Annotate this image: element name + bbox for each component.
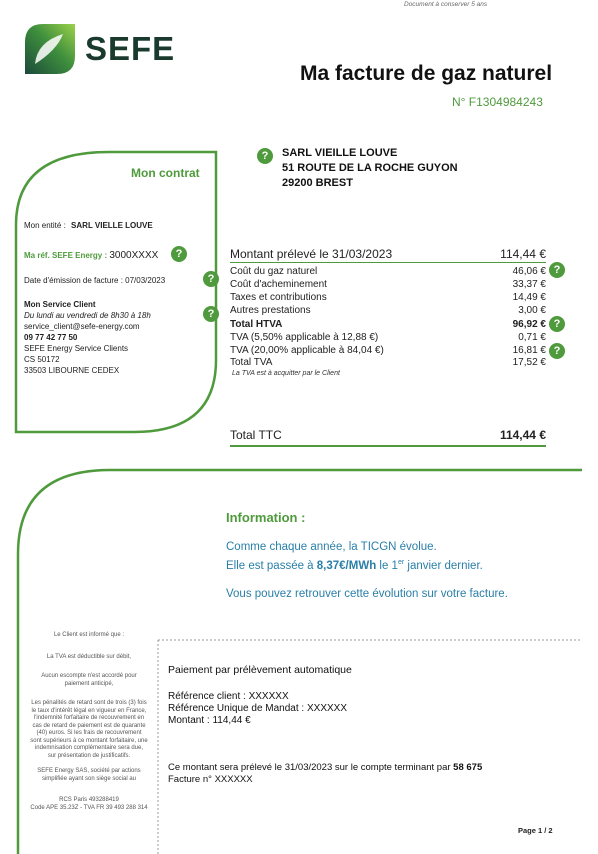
line-item-row <box>230 305 546 316</box>
line-item-amount: 96,92 € <box>512 319 546 330</box>
line-item-row <box>230 345 546 356</box>
help-icon[interactable] <box>549 316 565 332</box>
line-item-label: Autres prestations <box>230 305 311 316</box>
line-item-amount: 0,71 € <box>518 332 546 343</box>
debit-text: Ce montant sera prélevé le 31/03/2023 sur le compte terminant par <box>168 762 451 773</box>
help-icon[interactable] <box>257 148 273 164</box>
customer-service <box>24 299 151 376</box>
contract-heading: Mon contrat <box>131 166 200 180</box>
help-icon[interactable] <box>203 271 219 287</box>
information-line-2-end: janvier dernier. <box>404 559 483 572</box>
payment-amount: Montant : 114,44 € <box>168 715 251 726</box>
line-item-row <box>230 266 546 277</box>
information-line-2-sup: er <box>397 559 405 566</box>
address-line-1: SARL VIEILLE LOUVE <box>282 147 398 159</box>
brand-name: SEFE <box>85 30 176 67</box>
legal-text-4: Les pénalités de retard sont de trois (3) fois le taux d'intérêt légal en vigueur en France, l'indemnité forfaitaire de recouvrement en cas de retard de paiement est de quarante (40) euros. Si les frais de recouvrement sont supérieurs à ce montant forfaitaire, une indemnisation complémentaire sera due, sur présentation de justificatifs. <box>30 700 148 759</box>
legal-text-1: Le Client est informé que : <box>53 632 125 638</box>
line-item-row <box>230 279 546 290</box>
service-hours: Du lundi au vendredi de 8h30 à 18h <box>24 311 151 320</box>
line-item-label: Coût d'acheminement <box>230 279 327 290</box>
ticgn-rate: 8,37€/MWh <box>316 559 377 572</box>
reference-value: 3000XXXX <box>109 250 159 261</box>
information-text <box>226 540 508 602</box>
total-ttc-row <box>230 428 546 442</box>
service-address-1: SEFE Energy Service Clients <box>24 344 129 353</box>
payment-details <box>168 691 347 727</box>
information-line-1: Comme chaque année, la TICGN évolue. <box>226 541 437 553</box>
account-ending: 58 675 <box>453 762 483 773</box>
line-item-label: Total HTVA <box>230 319 283 330</box>
contract-panel-frame <box>14 150 239 435</box>
invoice-reference: Facture n° XXXXXX <box>168 774 253 785</box>
address-line-3: 29200 BREST <box>282 177 353 189</box>
information-heading: Information : <box>226 510 306 525</box>
line-item-label: Coût du gaz naturel <box>230 266 318 277</box>
ttc-label: Total TTC <box>230 428 282 442</box>
legal-text-2: La TVA est déductible sur débit, <box>46 654 132 660</box>
contract-reference <box>24 250 158 261</box>
line-item-label: Total TVA <box>230 357 273 368</box>
line-item-amount: 17,52 € <box>512 357 546 368</box>
ttc-underline <box>230 445 546 447</box>
contract-entity <box>24 221 153 230</box>
entity-value: SARL VIELLE LOUVE <box>71 221 153 230</box>
prelevement-amount: 114,44 € <box>500 247 546 261</box>
payment-title: Paiement par prélèvement automatique <box>168 664 352 676</box>
service-address-3: 33503 LIBOURNE CEDEX <box>24 366 120 375</box>
mandate-reference: Référence Unique de Mandat : XXXXXX <box>168 703 347 714</box>
tva-note: La TVA est à acquitter par le Client <box>232 370 340 377</box>
legal-text-7: Code APE 35.23Z - TVA FR 39 493 288 314 <box>30 805 148 811</box>
help-icon[interactable] <box>549 343 565 359</box>
payment-debit-info <box>168 762 482 786</box>
information-line-2 <box>226 555 508 574</box>
reference-label: Ma réf. SEFE Energy : <box>24 251 108 260</box>
line-item-row <box>230 332 546 343</box>
information-line-3: Vous pouvez retrouver cette évolution sur votre facture. <box>226 587 508 600</box>
total-tva-row <box>230 357 546 368</box>
page-number: Page 1 / 2 <box>518 826 553 835</box>
prelevement-label: Montant prélevé le 31/03/2023 <box>230 247 393 261</box>
prelevement-row <box>230 247 546 261</box>
line-item-label: TVA (20,00% applicable à 84,04 €) <box>230 345 384 356</box>
service-title: Mon Service Client <box>24 300 96 309</box>
information-line-2-middle: le 1 <box>376 559 398 572</box>
total-htva-row <box>230 319 546 330</box>
legal-text-3: Aucun escompte n'est accordé pour paiement anticipé, <box>41 673 137 687</box>
client-reference: Référence client : XXXXXX <box>168 691 289 702</box>
entity-label: Mon entité : <box>24 221 66 230</box>
service-phone: 09 77 42 77 50 <box>24 333 78 342</box>
sefe-logo-icon <box>21 20 77 76</box>
ttc-amount: 114,44 € <box>499 428 546 442</box>
document-retention-note: Document à conserver 5 ans <box>404 1 488 8</box>
help-icon[interactable] <box>549 262 565 278</box>
line-item-amount: 14,49 € <box>512 292 546 303</box>
legal-text-6: RCS Paris 493288419 <box>59 797 119 803</box>
line-item-label: Taxes et contributions <box>230 292 327 303</box>
line-item-amount: 16,81 € <box>512 345 546 356</box>
prelevement-underline <box>230 262 546 263</box>
service-address-2: CS 50172 <box>24 355 60 364</box>
line-item-label: TVA (5,50% applicable à 12,88 €) <box>230 332 379 343</box>
line-item-amount: 46,06 € <box>512 266 546 277</box>
address-line-2: 51 ROUTE DE LA ROCHE GUYON <box>282 162 458 174</box>
recipient-address <box>282 146 458 191</box>
sefe-logo <box>21 20 191 78</box>
invoice-title: Ma facture de gaz naturel <box>300 62 553 85</box>
line-item-amount: 3,00 € <box>518 305 546 316</box>
help-icon[interactable] <box>171 246 187 262</box>
issue-date: Date d'émission de facture : 07/03/2023 <box>24 276 166 285</box>
service-email[interactable]: service_client@sefe-energy.com <box>24 322 140 331</box>
debit-text-line <box>168 762 482 774</box>
line-item-row <box>230 292 546 303</box>
information-line-2-start: Elle est passée à <box>226 559 317 572</box>
legal-text-5: SEFE Energy SAS, société par actions simplifiée ayant son siège social au <box>37 768 141 782</box>
invoice-number: N° F1304984243 <box>452 95 543 109</box>
line-item-amount: 33,37 € <box>512 279 546 290</box>
help-icon[interactable] <box>203 306 219 322</box>
